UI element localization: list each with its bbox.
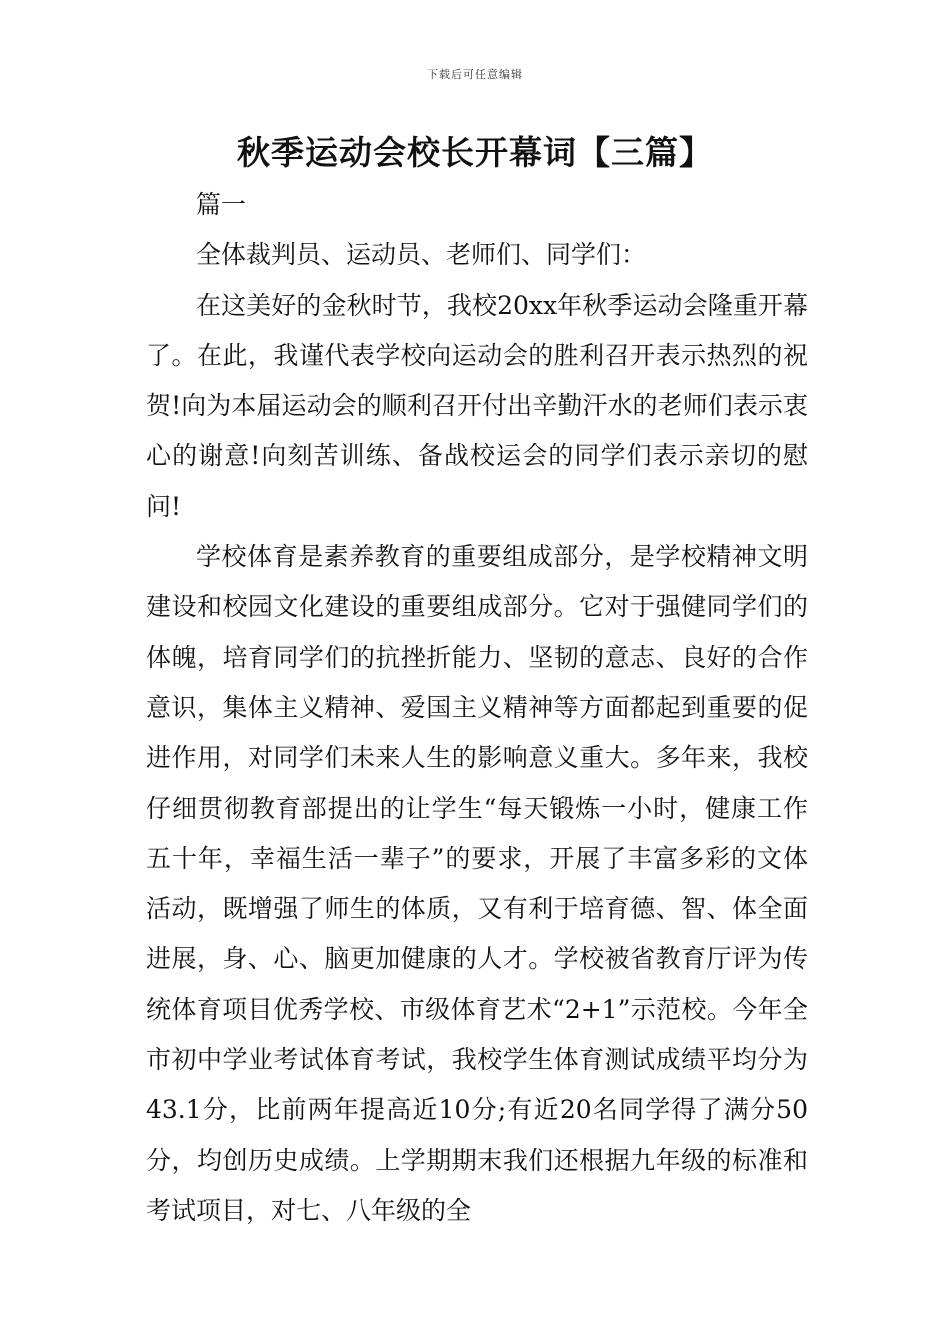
salutation: 全体裁判员、运动员、老师们、同学们：: [196, 240, 647, 270]
document-title: 秋季运动会校长开幕词【三篇】: [237, 133, 713, 172]
paragraph-2: 学校体育是素养教育的重要组成部分，是学校精神文明建设和校园文化建设的重要组成部分。它对于强健同学们的体魄，培育同学们的抗挫折能力、坚韧的意志、良好的合作意识，集体主义精神、爱国主义精神等方面都起到重要的促进作用，对同学们未来人生的影响意义重大。多年来，我校仔细贯彻教育部提出的让学生“每天锻炼一小时，健康工作五十年，幸福生活一辈子”的要求，开展了丰富多彩的文体活动，既增强了师生的体质，又有利于培育德、智、体全面进展，身、心、脑更加健康的人才。学校被省教育厅评为传统体育项目优秀学校、市级体育艺术“2+1”示范校。今年全市初中学业考试体育考试，我校学生体育测试成绩平均分为43.1分，比前两年提高近10分;有近20名同学得了满分50分，均创历史成绩。上学期期末我们还根据九年级的标准和考试项目，对七、八年级的全: [146, 542, 808, 1225]
document-body: [146, 180, 808, 1236]
section-label: 篇一: [196, 190, 247, 219]
paragraph-1: 在这美好的金秋时节，我校20xx年秋季运动会隆重开幕了。在此，我谨代表学校向运动会的胜利召开表示热烈的祝贺!向为本届运动会的顺利召开付出辛勤汗水的老师们表示衷心的谢意!向刻苦训练、备战校运会的同学们表示亲切的慰问!: [146, 290, 808, 521]
header-note: 下载后可任意编辑: [427, 68, 523, 81]
